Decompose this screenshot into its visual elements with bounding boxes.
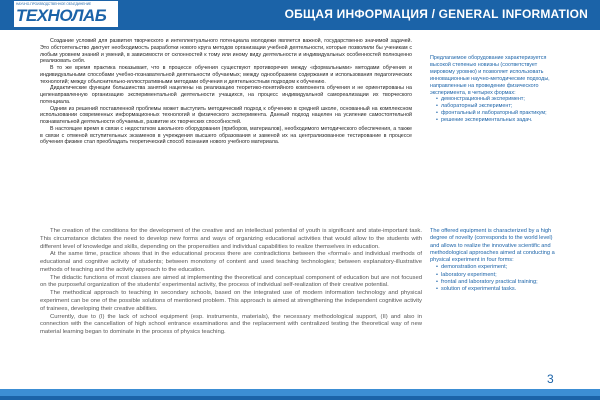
- russian-sidebar: [430, 55, 555, 124]
- en-paragraph: The methodical approach to teaching in secondary schools, based on the integrated use of modern information technology and physical experiment can be one of the possible solutions of mentioned problem. This approach is aimed at strengthening the independent cognitive activity of trainees, developing their creative abilities.: [40, 290, 422, 312]
- ru-paragraph: Одним из решений поставленной проблемы может выступить методический подход к обучению в средней школе, основанный на комплексном использовании современных информационных технологий и физического эксперимента. Данный подход нацелен на усиление самостоятельной познавательной деятельности обучаемых, развитие их творческих способностей.: [40, 105, 412, 126]
- header-bar: [0, 0, 600, 30]
- logo-tagline: НАУЧНО-ПРОИЗВОДСТВЕННОЕ ОБЪЕДИНЕНИЕ: [16, 2, 92, 6]
- ru-paragraph: В то же время практика показывает, что в процессе обучения существуют противоречия между «формальными» методами обучения и индивидуальными способами учебно-познавательной деятельности обучаемых; между однообразием содержания и использования педагогических технологий; между объяснительно-иллюстративными методами обучения и деятельностным подходом к обучению.: [40, 65, 412, 85]
- list-item: • frontal and laboratory practical training;: [436, 279, 555, 286]
- english-body-text: [40, 228, 422, 337]
- list-item: • laboratory experiment;: [436, 272, 555, 279]
- sidebar-list-en: [430, 264, 555, 293]
- list-item: • лабораторный эксперимент;: [436, 103, 555, 110]
- list-item: • решение экспериментальных задач.: [436, 117, 555, 124]
- list-item: • фронтальный и лабораторный практикум;: [436, 110, 555, 117]
- ru-paragraph: В настоящее время в связи с недостатком школьного оборудования (приборов, материалов), необходимого методического обеспечения, а также в связи с отменой вступительных экзаменов в учреждения высшего образования и заменой их на централизованное тестирование в процессе обучения физике стал преобладать теоретический способ познания нового учебного материала.: [40, 125, 412, 146]
- en-paragraph: The creation of the conditions for the development of the creative and an intellectual potential of youth is significant and state-important task. This circumstance dictates the need to develop new forms and ways of organizing educational activities that would allow to the students with different level of knowledge and skills, depending on the propensities and individual capabilities to realize themselves in education.: [40, 228, 422, 250]
- ru-paragraph: Дидактические функции большинства занятий нацелены на реализацию теоретико-понятийного компонента обучения и не ориентированы на целенаправленную организацию экспериментальной деятельности учащихся, на процесс индивидуальной самореализации их творческого потенциала.: [40, 85, 412, 105]
- sidebar-intro-en: The offered equipment is characterized by a high degree of novelty (corresponds to the world level) and allows to realize the innovative scientific and methodological approaches aimed at conducting a physical experiment in four forms:: [430, 228, 555, 264]
- footer-stripe-dark: [0, 396, 600, 400]
- en-paragraph: Currently, due to (I) the lack of school equipment (esp. instruments, materials), the necessary methodological support, (II) and also in connection with the cancellation of high school entrance examinations and the replacement with centralized testing the theoretical way of new material learning began to dominate in the process of physics teaching.: [40, 313, 422, 336]
- sidebar-intro-ru: Предлагаемое оборудование характеризуется высокой степенью новизны (соответствует мировому уровню) и позволяет использовать инновационные научно-методические подходы, направленные на проведение физического эксперимента, в четырех формах:: [430, 55, 550, 96]
- en-paragraph: The didactic functions of most classes are aimed at implementing the theoretical and conceptual component of education but are not focused on the purposeful organization of the students' experimental activity, the process of individual self-realization of their creative potential.: [40, 274, 422, 289]
- russian-body-text: [40, 38, 412, 146]
- en-paragraph: At the same time, practice shows that in the educational process there are contradictions between the «formal» and individual methods of educational and cognitive activity of students; between monotony of content and used teaching technologies; between explanatory-illustrative methods of teaching and the activity approach to the education.: [40, 251, 422, 273]
- page-title: ОБЩАЯ ИНФОРМАЦИЯ / GENERAL INFORMATION: [284, 7, 588, 21]
- list-item: • solution of experimental tasks.: [436, 286, 555, 293]
- logo: [14, 1, 118, 27]
- list-item: • демонстрационный эксперимент;: [436, 96, 555, 103]
- sidebar-list-ru: [430, 96, 555, 124]
- english-sidebar: [430, 228, 555, 293]
- ru-paragraph: Создание условий для развития творческого и интеллектуального потенциала молодежи является важной, государственно значимой задачей. Это обстоятельство диктует необходимость разработки нового круга методов организации учебной деятельности, которые позволили бы ученикам с любым уровнем знаний и умений, в зависимости от склонностей к тому или иному виду деятельности и индивидуальных особенностей полноценно реализовать себя.: [40, 38, 412, 65]
- list-item: • demonstration experiment;: [436, 264, 555, 271]
- logo-text: ТЕХНОЛАБ: [16, 6, 107, 25]
- page-number: 3: [547, 372, 554, 386]
